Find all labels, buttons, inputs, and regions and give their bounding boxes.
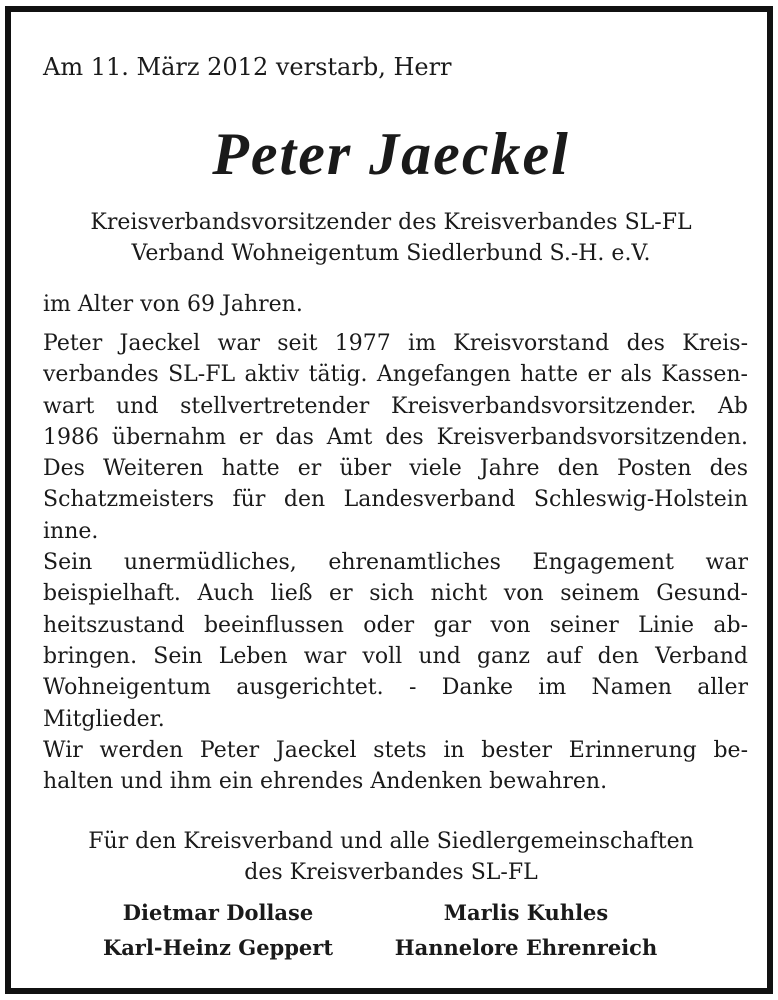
notice-content (43, 12, 748, 988)
tribute-line: beispielhaft. Auch ließ er sich nicht von seinem Gesund- (43, 581, 748, 607)
age-line: im Alter von 69 Jahren. (43, 292, 303, 317)
intro-line: Am 11. März 2012 verstarb, Herr (43, 53, 452, 81)
role-line: Verband Wohneigentum Siedlerbund S.-H. e.V. (131, 241, 651, 266)
tribute-line: heitszustand beeinflussen oder gar von seiner Linie ab- (43, 612, 748, 638)
tribute-line: Wohneigentum ausgerichtet. - Danke im Namen aller (43, 675, 748, 701)
tribute-line: Mitglieder. (43, 706, 165, 732)
closing-line: Für den Kreisverband und alle Siedlergemeinschaften (88, 829, 694, 854)
tribute-line: Wir werden Peter Jaeckel stets in bester Erinnerung be- (43, 737, 748, 763)
role-line: Kreisverbandsvorsitzender des Kreisverbandes SL-FL (90, 210, 692, 235)
tribute-line: 1986 übernahm er das Amt des Kreisverbandsvorsitzenden. (43, 424, 748, 450)
tribute-line: halten und ihm ein ehrendes Andenken bewahren. (43, 769, 608, 795)
tribute-line: Schatzmeisters für den Landesverband Schleswig-Holstein (43, 487, 748, 513)
signatory-name: Hannelore Ehrenreich (394, 935, 658, 960)
tribute-line: wart und stellvertretender Kreisverbandsvorsitzender. Ab (43, 393, 748, 419)
deceased-name: Peter Jaeckel (212, 121, 570, 187)
tribute-line: bringen. Sein Leben war voll und ganz auf den Verband (43, 643, 748, 669)
obituary-notice (5, 6, 773, 994)
tribute-line: Des Weiteren hatte er über viele Jahre den Posten des (43, 456, 748, 482)
tribute-line: Peter Jaeckel war seit 1977 im Kreisvorstand des Kreis- (43, 331, 748, 356)
closing-line: des Kreisverbandes SL-FL (244, 860, 538, 885)
signatory-name: Dietmar Dollase (122, 900, 314, 925)
tribute-line: verbandes SL-FL aktiv tätig. Angefangen hatte er als Kassen- (43, 362, 748, 388)
tribute-line: inne. (43, 518, 99, 544)
signatory-name: Marlis Kuhles (443, 900, 609, 925)
tribute-line: Sein unermüdliches, ehrenamtliches Engagement war (43, 550, 748, 576)
signatory-name: Karl-Heinz Geppert (102, 935, 334, 960)
tribute-text (43, 328, 748, 797)
